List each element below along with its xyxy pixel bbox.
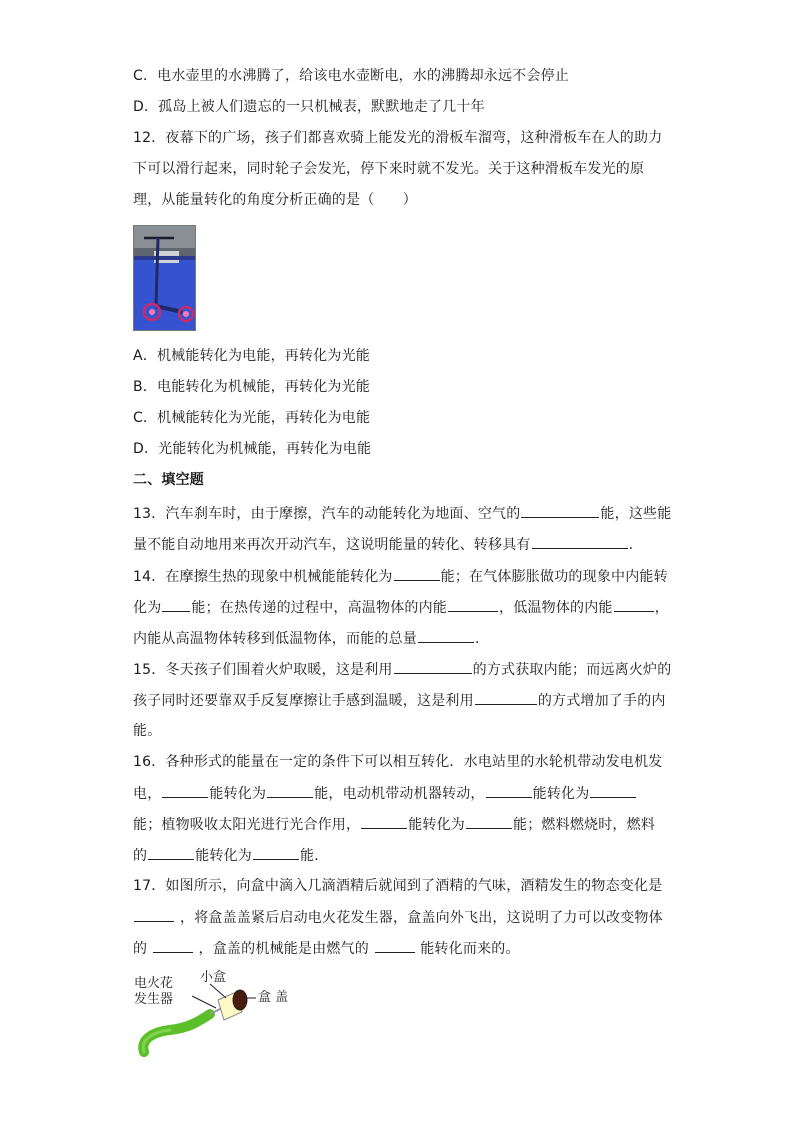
answer-blank[interactable] (590, 783, 636, 798)
answer-blank[interactable] (394, 659, 472, 674)
section-title: 二、填空题 (133, 472, 204, 488)
q14-text: 化为 (133, 600, 162, 616)
q16-text: 电， (133, 786, 162, 802)
q17-text: 能转化而来的。 (420, 941, 520, 957)
q16-line4 (133, 845, 319, 866)
q16-text: 能转化为 (209, 786, 267, 802)
q16-text: 能转化为 (408, 817, 466, 833)
q16-line2 (133, 783, 637, 804)
q15-text: 的方式增加了手的内 (537, 693, 666, 709)
q13-text: 量不能自动地用来再次开动汽车，这说明能量的转化、转移具有 (133, 537, 531, 553)
q12-option-b: B．电能转化为机械能，再转化为光能 (133, 379, 371, 395)
q11-option-c: C．电水壶里的水沸腾了，给该电水壶断电，水的沸腾却永远不会停止 (133, 68, 569, 84)
label-small-box: 小盒 (200, 970, 227, 985)
q13-text: 能，这些能 (600, 506, 672, 522)
q17-line1: 17．如图所示，向盒中滴入几滴酒精后就闻到了酒精的气味，酒精发生的物态变化是 (133, 878, 663, 894)
box-lid (233, 990, 247, 1010)
q12-option-a: A．机械能转化为电能，再转化为光能 (133, 348, 370, 364)
q17-line3 (133, 938, 520, 959)
q16-text: 能，电动机带动机器转动， (314, 786, 485, 802)
answer-blank[interactable] (375, 938, 415, 953)
spark-generator-diagram (130, 970, 310, 1065)
q13-line2 (133, 534, 633, 555)
q14-text: ，低温物体的内能 (499, 600, 613, 616)
q16-text: 的 (133, 848, 148, 864)
q12-stem-line2: 下可以滑行起来，同时轮子会发光，停下来时就不发光。关于这种滑板车发光的原 (133, 161, 645, 177)
q17-line2 (133, 907, 663, 928)
q14-text: 能；在气体膨胀做功的现象中内能转 (440, 569, 668, 585)
answer-blank[interactable] (394, 566, 440, 581)
scooter-image (134, 226, 195, 330)
q12-option-c: C．机械能转化为光能，再转化为电能 (133, 410, 371, 426)
answer-blank[interactable] (532, 534, 628, 549)
answer-blank[interactable] (153, 938, 193, 953)
answer-blank[interactable] (448, 597, 498, 612)
scooter-photo (133, 225, 196, 331)
q12-option-d: D．光能转化为机械能，再转化为电能 (133, 441, 372, 457)
q13-text: . (628, 537, 634, 553)
q15-line1 (133, 659, 671, 680)
answer-blank[interactable] (134, 907, 174, 922)
q17-text: ，盒盖的机械能是由燃气的 (198, 941, 369, 957)
q15-text: 15．冬天孩子们围着火炉取暖，这是利用 (133, 662, 393, 678)
q12-stem-line1: 12．夜幕下的广场，孩子们都喜欢骑上能发光的滑板车溜弯，这种滑板车在人的助力 (133, 130, 663, 146)
answer-blank[interactable] (267, 783, 313, 798)
answer-blank[interactable] (162, 783, 208, 798)
q16-text: 能；植物吸收太阳光进行光合作用， (133, 817, 361, 833)
q16-text: 能. (300, 848, 319, 864)
q17-text: ，将盒盖盖紧后启动电火花发生器，盒盖向外飞出，这说明了力可以改变物体 (180, 910, 663, 926)
q16-text: 能转化为 (195, 848, 253, 864)
answer-blank[interactable] (361, 814, 407, 829)
answer-blank[interactable] (162, 597, 190, 612)
q15-text: 的方式获取内能；而远离火炉的 (472, 662, 672, 678)
answer-blank[interactable] (475, 690, 537, 705)
q16-text: 能；燃料燃烧时，燃料 (513, 817, 656, 833)
label-generator-line2: 发生器 (134, 992, 174, 1007)
q16-line1: 16．各种形式的能量在一定的条件下可以相互转化．水电站里的水轮机带动发电机发 (133, 754, 663, 770)
answer-blank[interactable] (466, 814, 512, 829)
answer-blank[interactable] (486, 783, 532, 798)
q11-option-d: D．孤岛上被人们遗忘的一只机械表，默默地走了几十年 (133, 99, 485, 115)
q12-stem-line3: 理，从能量转化的角度分析正确的是（ ） (133, 192, 417, 208)
q16-text: 能转化为 (532, 786, 590, 802)
answer-blank[interactable] (521, 503, 599, 518)
label-pointer (192, 996, 216, 1008)
q15-text: 孩子同时还要靠双手反复摩擦让手感到温暖，这是利用 (133, 693, 474, 709)
q13-line1 (133, 503, 671, 524)
q14-line3 (133, 628, 480, 649)
answer-blank[interactable] (148, 845, 194, 860)
q14-text: ， (654, 600, 669, 616)
q13-text: 13．汽车刹车时，由于摩擦，汽车的动能转化为地面、空气的 (133, 506, 521, 522)
q17-text: 的 (133, 941, 148, 957)
q14-line2 (133, 597, 669, 618)
q15-line3: 能。 (133, 723, 162, 739)
answer-blank[interactable] (614, 597, 654, 612)
q14-text: 14．在摩擦生热的现象中机械能能转化为 (133, 569, 393, 585)
label-generator-line1: 电火花 (134, 976, 174, 991)
q14-text: 内能从高温物体转移到低温物体，而能的总量 (133, 631, 417, 647)
q14-line1 (133, 566, 668, 587)
answer-blank[interactable] (418, 628, 474, 643)
q14-text: 能；在热传递的过程中，高温物体的内能 (191, 600, 448, 616)
q15-line2 (133, 690, 666, 711)
q16-line3 (133, 814, 655, 835)
label-pointer (210, 984, 226, 998)
answer-blank[interactable] (253, 845, 299, 860)
q14-text: . (475, 631, 480, 647)
label-lid: 盒 盖 (258, 990, 289, 1005)
